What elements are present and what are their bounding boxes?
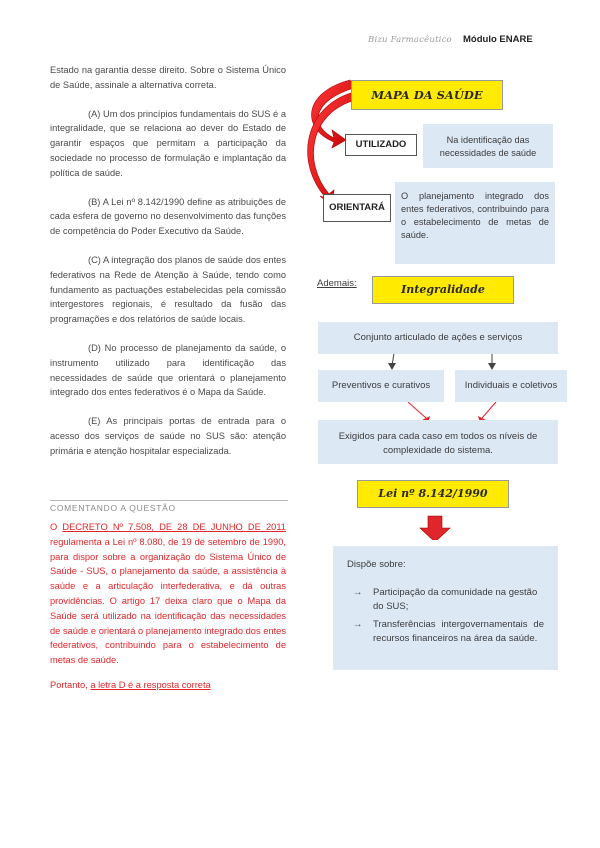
answer-prefix: Portanto, — [50, 679, 91, 690]
header-module: Módulo ENARE — [463, 34, 533, 45]
header-brand: Bizu Farmacêutico — [368, 35, 452, 45]
arrow-preventivos-exigidos — [408, 402, 426, 418]
utilizado-box: UTILIZADO — [345, 134, 417, 156]
option-d: (D) No processo de planejamento da saúde, o instrumento utilizado para identificação das necessidades de saúde que orientará o planejamento integrado dos entes federativos é o Mapa da Saúde. — [50, 342, 286, 398]
answer-link[interactable]: a letra D é a resposta correta — [90, 679, 211, 690]
arrow-right-icon: → — [353, 587, 363, 598]
exigidos-box: Exigidos para cada caso em todos os níveis de complexidade do sistema. — [318, 420, 558, 464]
dispoe-item-1 — [347, 586, 544, 614]
utilizado-desc: Na identificação das necessidades de saúde — [423, 124, 553, 168]
orientara-desc: O planejamento integrado dos entes federativos, contribuindo para o estabelecimento de metas de saúde. — [395, 182, 555, 264]
option-b: (B) A Lei nº 8.142/1990 define as atribuições de cada esfera de governo no desenvolvimento das funções de competência do Poder Executivo da Saúde. — [50, 196, 286, 237]
arrow-individuais-exigidos — [482, 402, 496, 418]
preventivos-box: Preventivos e curativos — [318, 370, 444, 402]
option-e: (E) As principais portas de entrada para o acesso dos serviços de saúde no SUS são: atenção primária e atenção hospitalar especializada. — [50, 416, 286, 456]
question-block — [50, 63, 286, 459]
comment-title: COMENTANDO A QUESTÃO — [50, 503, 176, 513]
individuais-box: Individuais e coletivos — [455, 370, 567, 402]
section-divider — [50, 500, 288, 501]
dispoe-item-2-text: Transferências intergovernamentais de recursos financeiros na área da saúde. — [373, 619, 544, 644]
question-intro: Estado na garantia desse direito. Sobre o Sistema Único de Saúde, assinale a alternativa correta. — [50, 65, 286, 90]
down-arrow-lei — [420, 516, 450, 540]
dispoe-item-1-text: Participação da comunidade na gestão do SUS; — [373, 587, 538, 612]
arrow-right-icon: → — [353, 619, 363, 630]
option-a: (A) Um dos princípios fundamentais do SUS é a integralidade, que se relaciona ao dever do Estado de garantir espaços que permitam a participação da sociedade no processo de formulação e implantação da política de saúde. — [50, 108, 286, 178]
comment-block — [50, 520, 286, 693]
decree-link[interactable]: DECRETO Nº 7.508, DE 28 DE JUNHO DE 2011 — [62, 522, 286, 532]
dispoe-label: Dispõe sobre: — [347, 559, 406, 570]
comment-prefix: O — [50, 522, 63, 532]
conjunto-box: Conjunto articulado de ações e serviços — [318, 322, 558, 354]
mapa-saude-title: MAPA DA SAÚDE — [351, 80, 503, 110]
dispoe-box — [333, 546, 558, 670]
ademais-label: Ademais: — [317, 278, 357, 289]
option-c: (C) A integração dos planos de saúde dos entes federativos na Rede de Atenção à Saúde, tendo como fundamento as pactuações estabelecidas pela comissão intergestores regionais, é resultado da fusão das programações e dos relatórios de saúde locais. — [50, 254, 286, 325]
orientara-box: ORIENTARÁ — [323, 194, 391, 222]
dispoe-item-2 — [347, 618, 544, 646]
integralidade-title: Integralidade — [372, 276, 514, 304]
lei-title: Lei nº 8.142/1990 — [357, 480, 509, 508]
comment-body: regulamenta a Lei nº 8.080, de 19 de setembro de 1990, para dispor sobre a organização do Sistema Único de Saúde - SUS, o planejamento da saúde, a assistência à saúde e a articulação interfederativa, e dá outras providências. O artigo 17 deixa claro que o Mapa da Saúde será utilizado na identificação das necessidades de saúde e orientará o planejamento integrado dos entes federativos, contribuindo para o estabelecimento de metas de saúde. — [50, 536, 286, 666]
